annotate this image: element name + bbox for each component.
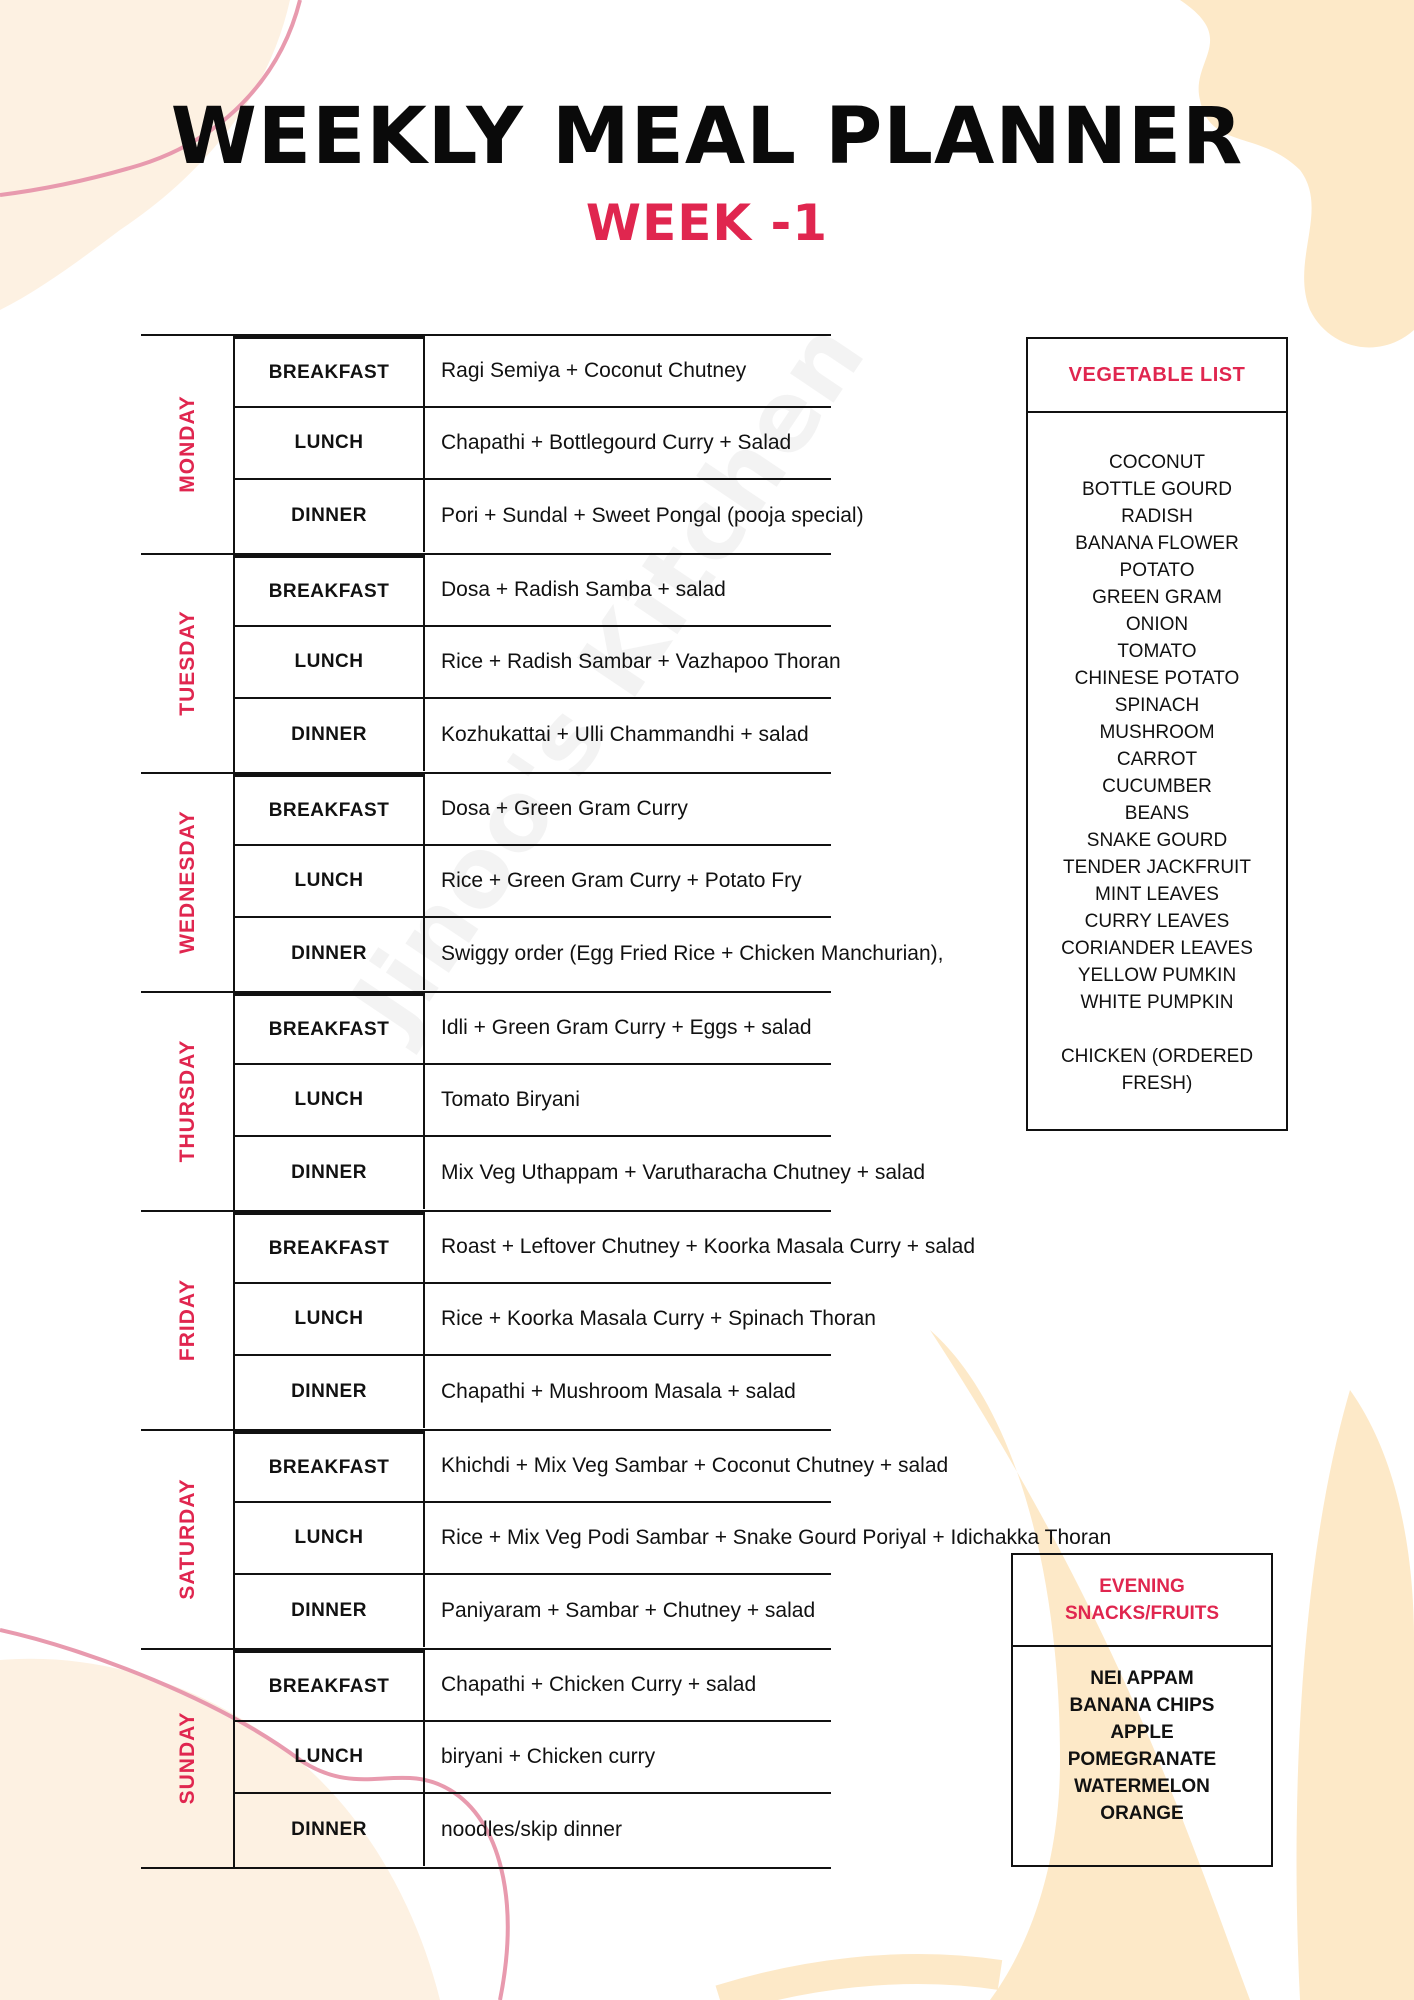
vegetable-item: WHITE PUMPKIN — [1080, 992, 1234, 1013]
vegetable-list-spacer — [1028, 1016, 1286, 1043]
meal-row — [235, 993, 831, 1065]
vegetable-item: CORIANDER LEAVES — [1061, 938, 1253, 959]
meal-item: Paniyaram + Sambar + Chutney + salad — [441, 1599, 816, 1622]
meal-row — [235, 336, 831, 408]
vegetable-item: TOMATO — [1117, 641, 1197, 662]
day-label — [141, 774, 235, 991]
snack-item: BANANA CHIPS — [1069, 1695, 1215, 1716]
day-block-wednesday — [141, 772, 944, 991]
vegetable-list-box — [1026, 337, 1288, 1131]
day-name: WEDNESDAY — [176, 810, 199, 954]
day-name: MONDAY — [176, 395, 199, 493]
meal-type: LUNCH — [235, 1065, 425, 1137]
meal-item: Kozhukattai + Ulli Chammandhi + salad — [441, 723, 809, 746]
vegetable-item: CARROT — [1116, 749, 1198, 770]
vegetable-item: ONION — [1125, 614, 1189, 635]
meal-row — [235, 699, 831, 771]
vegetable-item: CHINESE POTATO — [1074, 668, 1240, 689]
vegetable-item: BANANA FLOWER — [1075, 533, 1239, 554]
meal-item: Tomato Biryani — [425, 1065, 831, 1137]
meal-type: DINNER — [235, 480, 425, 552]
meal-type: BREAKFAST — [235, 1650, 425, 1722]
meal-type: BREAKFAST — [235, 774, 425, 846]
day-name: FRIDAY — [176, 1278, 199, 1362]
vegetable-extra-item: FRESH) — [1121, 1073, 1193, 1094]
vegetable-item: YELLOW PUMKIN — [1077, 965, 1237, 986]
meal-table — [141, 334, 1112, 1869]
meal-type: BREAKFAST — [235, 1212, 425, 1284]
meal-row — [235, 918, 944, 990]
meal-type: DINNER — [235, 1137, 425, 1209]
meal-row — [235, 1650, 831, 1722]
meal-type: DINNER — [235, 1356, 425, 1428]
meal-item: biryani + Chicken curry — [425, 1722, 831, 1794]
meal-row — [235, 1503, 1112, 1575]
day-name: TUESDAY — [176, 610, 199, 716]
snacks-items — [1013, 1647, 1271, 1827]
meal-type: BREAKFAST — [235, 993, 425, 1065]
meal-row — [235, 408, 831, 480]
meal-item: Rice + Mix Veg Podi Sambar + Snake Gourd Poriyal + Idichakka Thoran — [425, 1503, 831, 1575]
meal-type: DINNER — [235, 699, 425, 771]
meal-row — [235, 1137, 926, 1209]
meal-row — [235, 1575, 831, 1647]
snacks-title-line: SNACKS/FRUITS — [1064, 1603, 1220, 1624]
snack-item: POMEGRANATE — [1067, 1749, 1217, 1770]
vegetable-item: SPINACH — [1114, 695, 1200, 716]
meal-row — [235, 1284, 876, 1356]
meal-row — [235, 480, 864, 552]
vegetable-item: MUSHROOM — [1099, 722, 1215, 743]
meal-row — [235, 1722, 831, 1794]
page-title: WEEKLY MEAL PLANNER — [170, 92, 1244, 182]
day-name: SUNDAY — [176, 1711, 199, 1805]
vegetable-item: CURRY LEAVES — [1084, 911, 1230, 932]
day-label — [141, 1650, 235, 1867]
day-name: THURSDAY — [176, 1039, 199, 1163]
vegetable-item: TENDER JACKFRUIT — [1063, 857, 1251, 878]
week-subtitle: WEEK -1 — [585, 194, 829, 252]
meal-type: DINNER — [235, 1794, 425, 1866]
meal-type: LUNCH — [235, 1722, 425, 1794]
meal-item: Idli + Green Gram Curry + Eggs + salad — [425, 993, 831, 1065]
meal-item: Chapathi + Chicken Curry + salad — [425, 1650, 831, 1722]
vegetable-item: BOTTLE GOURD — [1082, 479, 1232, 500]
meal-item: Dosa + Green Gram Curry — [425, 774, 831, 846]
meal-item: Rice + Green Gram Curry + Potato Fry — [425, 846, 831, 918]
day-label — [141, 1212, 235, 1429]
day-block-tuesday — [141, 553, 841, 772]
meal-row — [235, 1356, 831, 1428]
day-block-friday — [141, 1210, 976, 1429]
meal-type: DINNER — [235, 918, 425, 990]
meal-row — [235, 555, 831, 627]
snack-item: NEI APPAM — [1090, 1668, 1194, 1689]
snacks-title-line: EVENING — [1099, 1576, 1185, 1597]
meal-type: DINNER — [235, 1575, 425, 1647]
meal-item: Chapathi + Mushroom Masala + salad — [441, 1380, 796, 1403]
day-block-saturday — [141, 1429, 1112, 1648]
meal-row — [235, 1212, 976, 1284]
meal-item: Roast + Leftover Chutney + Koorka Masala Curry + salad — [425, 1212, 831, 1284]
meal-type: BREAKFAST — [235, 336, 425, 408]
snack-item: WATERMELON — [1074, 1776, 1210, 1797]
day-block-thursday — [141, 991, 926, 1210]
snack-item: ORANGE — [1100, 1803, 1184, 1824]
vegetable-item: CUCUMBER — [1102, 776, 1212, 797]
meal-type: BREAKFAST — [235, 555, 425, 627]
vegetable-item: POTATO — [1119, 560, 1195, 581]
day-label — [141, 555, 235, 772]
meal-type: LUNCH — [235, 627, 425, 699]
day-label — [141, 336, 235, 553]
meal-item: Chapathi + Bottlegourd Curry + Salad — [425, 408, 831, 480]
meal-type: LUNCH — [235, 1503, 425, 1575]
meal-item: Rice + Koorka Masala Curry + Spinach Thoran — [425, 1284, 831, 1356]
meal-row — [235, 1794, 831, 1866]
vegetable-list-title: VEGETABLE LIST — [1028, 339, 1286, 413]
vegetable-item: GREEN GRAM — [1092, 587, 1222, 608]
bottom-right-leaf-2 — [1297, 1390, 1414, 2000]
meal-row — [235, 774, 831, 846]
meal-item: Swiggy order (Egg Fried Rice + Chicken Manchurian), — [441, 942, 944, 965]
meal-row — [235, 1065, 831, 1137]
day-name: SATURDAY — [176, 1478, 199, 1600]
day-label — [141, 993, 235, 1210]
vegetable-item: RADISH — [1121, 506, 1193, 527]
vegetable-item: COCONUT — [1108, 452, 1206, 473]
bottom-right-curve — [720, 1969, 1000, 2000]
snacks-box — [1011, 1553, 1273, 1867]
meal-row — [235, 627, 841, 699]
meal-item: Mix Veg Uthappam + Varutharacha Chutney + salad — [441, 1161, 926, 1184]
meal-item: Ragi Semiya + Coconut Chutney — [425, 336, 831, 408]
meal-item: Pori + Sundal + Sweet Pongal (pooja special) — [441, 504, 864, 527]
meal-type: LUNCH — [235, 846, 425, 918]
meal-item: noodles/skip dinner — [441, 1818, 622, 1841]
meal-type: LUNCH — [235, 408, 425, 480]
meal-type: LUNCH — [235, 1284, 425, 1356]
vegetable-item: MINT LEAVES — [1095, 884, 1219, 905]
meal-row — [235, 1431, 949, 1503]
day-block-monday — [141, 334, 864, 553]
vegetable-extra-item: CHICKEN (ORDERED — [1060, 1046, 1254, 1067]
snack-item: APPLE — [1110, 1722, 1174, 1743]
meal-row — [235, 846, 831, 918]
day-label — [141, 1431, 235, 1648]
vegetable-item: BEANS — [1124, 803, 1190, 824]
meal-item: Khichdi + Mix Veg Sambar + Coconut Chutney + salad — [425, 1431, 831, 1503]
vegetable-item: SNAKE GOURD — [1086, 830, 1228, 851]
snacks-title — [1013, 1555, 1271, 1647]
vegetable-list-items — [1028, 413, 1286, 1097]
meal-item: Dosa + Radish Samba + salad — [425, 555, 831, 627]
day-block-sunday — [141, 1648, 831, 1869]
meal-type: BREAKFAST — [235, 1431, 425, 1503]
meal-item: Rice + Radish Sambar + Vazhapoo Thoran — [425, 627, 831, 699]
